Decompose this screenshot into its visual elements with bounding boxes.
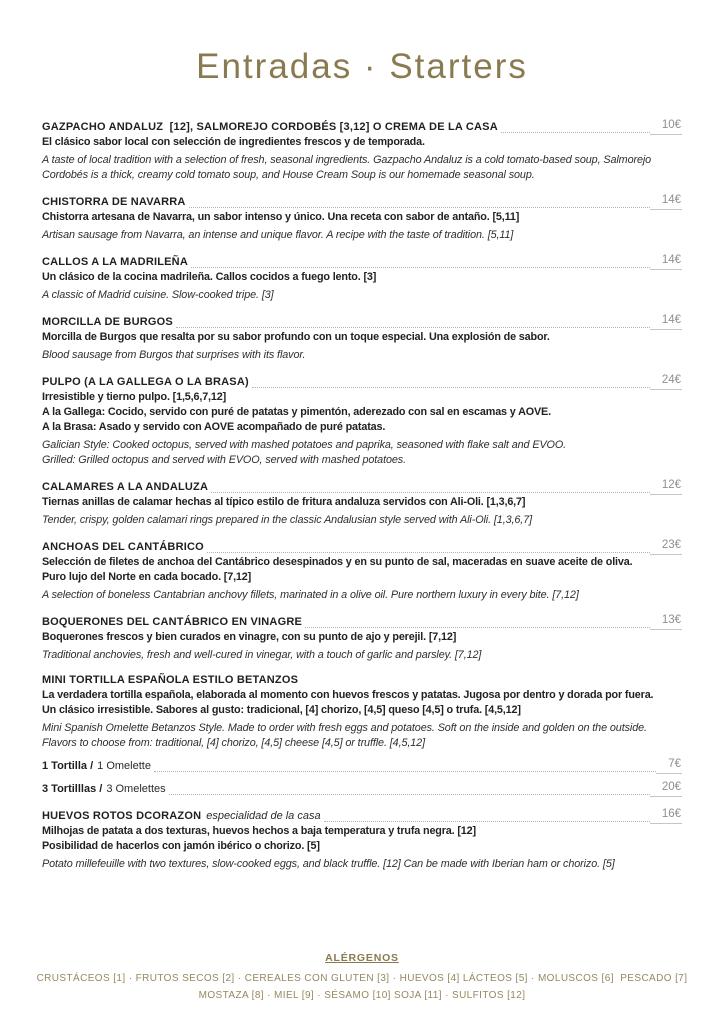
item-description: [42, 824, 682, 854]
item-suffix: especialidad de la casa: [206, 810, 321, 822]
item-description-line: Selección de filetes de anchoa del Cantábrico desespinados y en su punto de sal, maceradas en suave aceite de oliva.: [42, 556, 633, 568]
item-description: [42, 555, 682, 585]
item-description-line: Irresistible y tierno pulpo. [1,5,6,7,12]: [42, 391, 227, 403]
allergens-title: ALÉRGENOS: [325, 952, 399, 964]
menu-item-header: [42, 613, 682, 630]
item-description: [42, 495, 682, 510]
dotted-leader: [154, 770, 656, 772]
item-description: [42, 210, 682, 225]
menu-item: [42, 118, 682, 183]
item-translation: [42, 513, 682, 528]
item-description: [42, 630, 682, 645]
menu-item-header: [42, 253, 682, 270]
item-description-line: A la Brasa: Asado y servido con AOVE acompañado de puré patatas.: [42, 421, 386, 433]
item-description-line: El clásico sabor local con selección de ingredientes frescos y de temporada.: [42, 136, 425, 148]
item-description-line: A la Gallega: Cocido, servido con puré de patatas y pimentón, aderezado con sal en escamas y AOVE.: [42, 406, 551, 418]
menu-item-header: [42, 538, 682, 555]
dotted-leader: [207, 551, 650, 553]
page-title: Entradas · Starters: [196, 47, 528, 86]
item-price: 12€: [650, 478, 682, 495]
item-translation-line: Potato millefeuille with two textures, slow-cooked eggs, and black truffle. [12] Can be made with Iberian ham or chorizo. [5]: [42, 858, 615, 870]
dotted-leader: [324, 820, 650, 822]
item-translation-line: Blood sausage from Burgos that surprises with its flavor.: [42, 349, 306, 361]
menu-item-header: [42, 313, 682, 330]
item-translation-line: A selection of boneless Cantabrian anchovy fillets, marinated in a olive oil. Pure northern luxury in every bite. [7,12]: [42, 589, 579, 601]
menu-item-header: [42, 118, 682, 135]
item-name: PULPO (A LA GALLEGA O LA BRASA): [42, 376, 249, 388]
item-name: MINI TORTILLA ESPAÑOLA ESTILO BETANZOS: [42, 674, 299, 686]
item-translation: [42, 288, 682, 303]
item-price: 10€: [650, 118, 682, 135]
dotted-leader: [169, 793, 650, 795]
menu-item-header: [42, 478, 682, 495]
item-description-line: La verdadera tortilla española, elaborada al momento con huevos frescos y patatas. Jugosa por dentro y dorada por fuera.: [42, 689, 654, 701]
menu-item-header: [42, 673, 682, 688]
item-translation: [42, 348, 682, 363]
item-description-line: Puro lujo del Norte en cada bocado. [7,12]: [42, 571, 252, 583]
item-description: [42, 270, 682, 285]
portion-option-row: [42, 780, 682, 797]
menu-item: [42, 313, 682, 363]
menu-item: [42, 673, 682, 797]
item-description-line: Milhojas de patata a dos texturas, huevos hechos a baja temperatura y trufa negra. [12]: [42, 825, 476, 837]
menu-item: [42, 373, 682, 468]
menu-item: [42, 253, 682, 303]
item-translation: [42, 228, 682, 243]
portion-name-en: 1 Omelette: [97, 760, 151, 772]
item-translation: [42, 648, 682, 663]
item-name: HUEVOS ROTOS DCORAZON: [42, 810, 202, 822]
allergens-section: [0, 948, 724, 1004]
item-name: GAZPACHO ANDALUZ [12], SALMOREJO CORDOBÉS [3,12] O CREMA DE LA CASA: [42, 121, 498, 133]
item-description-line: Un clásico de la cocina madrileña. Callos cocidos a fuego lento. [3]: [42, 271, 377, 283]
item-price: 14€: [650, 193, 682, 210]
item-translation-line: A classic of Madrid cuisine. Slow-cooked tripe. [3]: [42, 289, 274, 301]
menu-item-header: [42, 807, 682, 824]
item-description-line: Boquerones frescos y bien curados en vinagre, con su punto de ajo y perejil. [7,12]: [42, 631, 457, 643]
item-translation-line: A taste of local tradition with a selection of fresh, seasonal ingredients. Gazpacho Andaluz is a cold tomato-based soup, Salmorejo Cordobés is a thick, creamy cold tomato soup, and House Cream Soup is our homemade seasonal soup.: [42, 154, 652, 181]
item-translation: [42, 721, 682, 751]
menu-item: [42, 613, 682, 663]
item-description: [42, 135, 682, 150]
portion-name-en: 3 Omelettes: [106, 783, 166, 795]
item-description-line: Tiernas anillas de calamar hechas al típico estilo de fritura andaluza servidos con Ali-Oli. [1,3,6,7]: [42, 496, 526, 508]
item-translation: [42, 153, 682, 183]
item-translation-line: Galician Style: Cooked octopus, served with mashed potatoes and paprika, seasoned with flake salt and EVOO.: [42, 439, 567, 451]
dotted-leader: [305, 626, 650, 628]
item-translation-line: Mini Spanish Omelette Betanzos Style. Made to order with fresh eggs and potatoes. Soft on the inside and golden on the outside. Flavors to choose from: traditional, [4] chorizo, [4,5] cheese [4,5] or truffle. [4,5,12]: [42, 722, 647, 749]
item-description: [42, 390, 682, 435]
item-description-line: Morcilla de Burgos que resalta por su sabor profundo con un toque especial. Una explosión de sabor.: [42, 331, 550, 343]
dotted-leader: [211, 491, 650, 493]
dotted-leader: [176, 326, 650, 328]
portion-option-row: [42, 757, 682, 774]
portion-price: 7€: [656, 757, 682, 774]
item-name: CALAMARES A LA ANDALUZA: [42, 481, 209, 493]
item-name: CHISTORRA DE NAVARRA: [42, 196, 186, 208]
dotted-leader: [252, 386, 650, 388]
item-translation-line: Grilled: Grilled octopus and served with EVOO, served with mashed potatoes.: [42, 454, 406, 466]
menu-item: [42, 478, 682, 528]
item-price: 13€: [650, 613, 682, 630]
allergens-line-2: MOSTAZA [8] · MIEL [9] · SÉSAMO [10] SOJA [11] · SULFITOS [12]: [198, 990, 526, 1001]
allergens-line-1: CRUSTÁCEOS [1] · FRUTOS SECOS [2] · CEREALES CON GLUTEN [3] · HUEVOS [4] LÁCTEOS [5] · MOLUSCOS [6] PESCADO [7]: [36, 973, 688, 984]
item-description-line: Chistorra artesana de Navarra, un sabor intenso y único. Una receta con sabor de antaño. [5,11]: [42, 211, 520, 223]
item-translation-line: Artisan sausage from Navarra, an intense and unique flavor. A recipe with the taste of tradition. [5,11]: [42, 229, 514, 241]
item-translation-line: Traditional anchovies, fresh and well-cured in vinegar, with a touch of garlic and parsley. [7,12]: [42, 649, 482, 661]
item-price: 23€: [650, 538, 682, 555]
dotted-leader: [189, 206, 650, 208]
portion-name-es: 1 Tortilla /: [42, 760, 94, 772]
item-price: 16€: [650, 807, 682, 824]
dotted-leader: [191, 266, 650, 268]
portion-name-es: 3 Tortilllas /: [42, 783, 103, 795]
item-price: 14€: [650, 253, 682, 270]
menu-item-header: [42, 193, 682, 210]
item-price: 14€: [650, 313, 682, 330]
menu-item: [42, 193, 682, 243]
item-description: [42, 330, 682, 345]
menu-items-list: [42, 118, 682, 872]
item-name: MORCILLA DE BURGOS: [42, 316, 173, 328]
portion-price: 20€: [650, 780, 682, 797]
item-description-line: Un clásico irresistible. Sabores al gusto: tradicional, [4] chorizo, [4,5] queso [4,5] o trufa. [4,5,12]: [42, 704, 521, 716]
menu-item-header: [42, 373, 682, 390]
item-price: 24€: [650, 373, 682, 390]
item-description-line: Posibilidad de hacerlos con jamón ibérico o chorizo. [5]: [42, 840, 320, 852]
item-translation-line: Tender, crispy, golden calamari rings prepared in the classic Andalusian style served with Ali-Oli. [1,3,6,7]: [42, 514, 533, 526]
item-name: BOQUERONES DEL CANTÁBRICO EN VINAGRE: [42, 616, 303, 628]
dotted-leader: [501, 131, 650, 133]
item-name: ANCHOAS DEL CANTÁBRICO: [42, 541, 204, 553]
menu-item: [42, 807, 682, 872]
item-description: [42, 688, 682, 718]
menu-item: [42, 538, 682, 603]
item-subrows: [42, 757, 682, 797]
item-translation: [42, 857, 682, 872]
item-name: CALLOS A LA MADRILEÑA: [42, 256, 188, 268]
item-translation: [42, 438, 682, 468]
item-translation: [42, 588, 682, 603]
